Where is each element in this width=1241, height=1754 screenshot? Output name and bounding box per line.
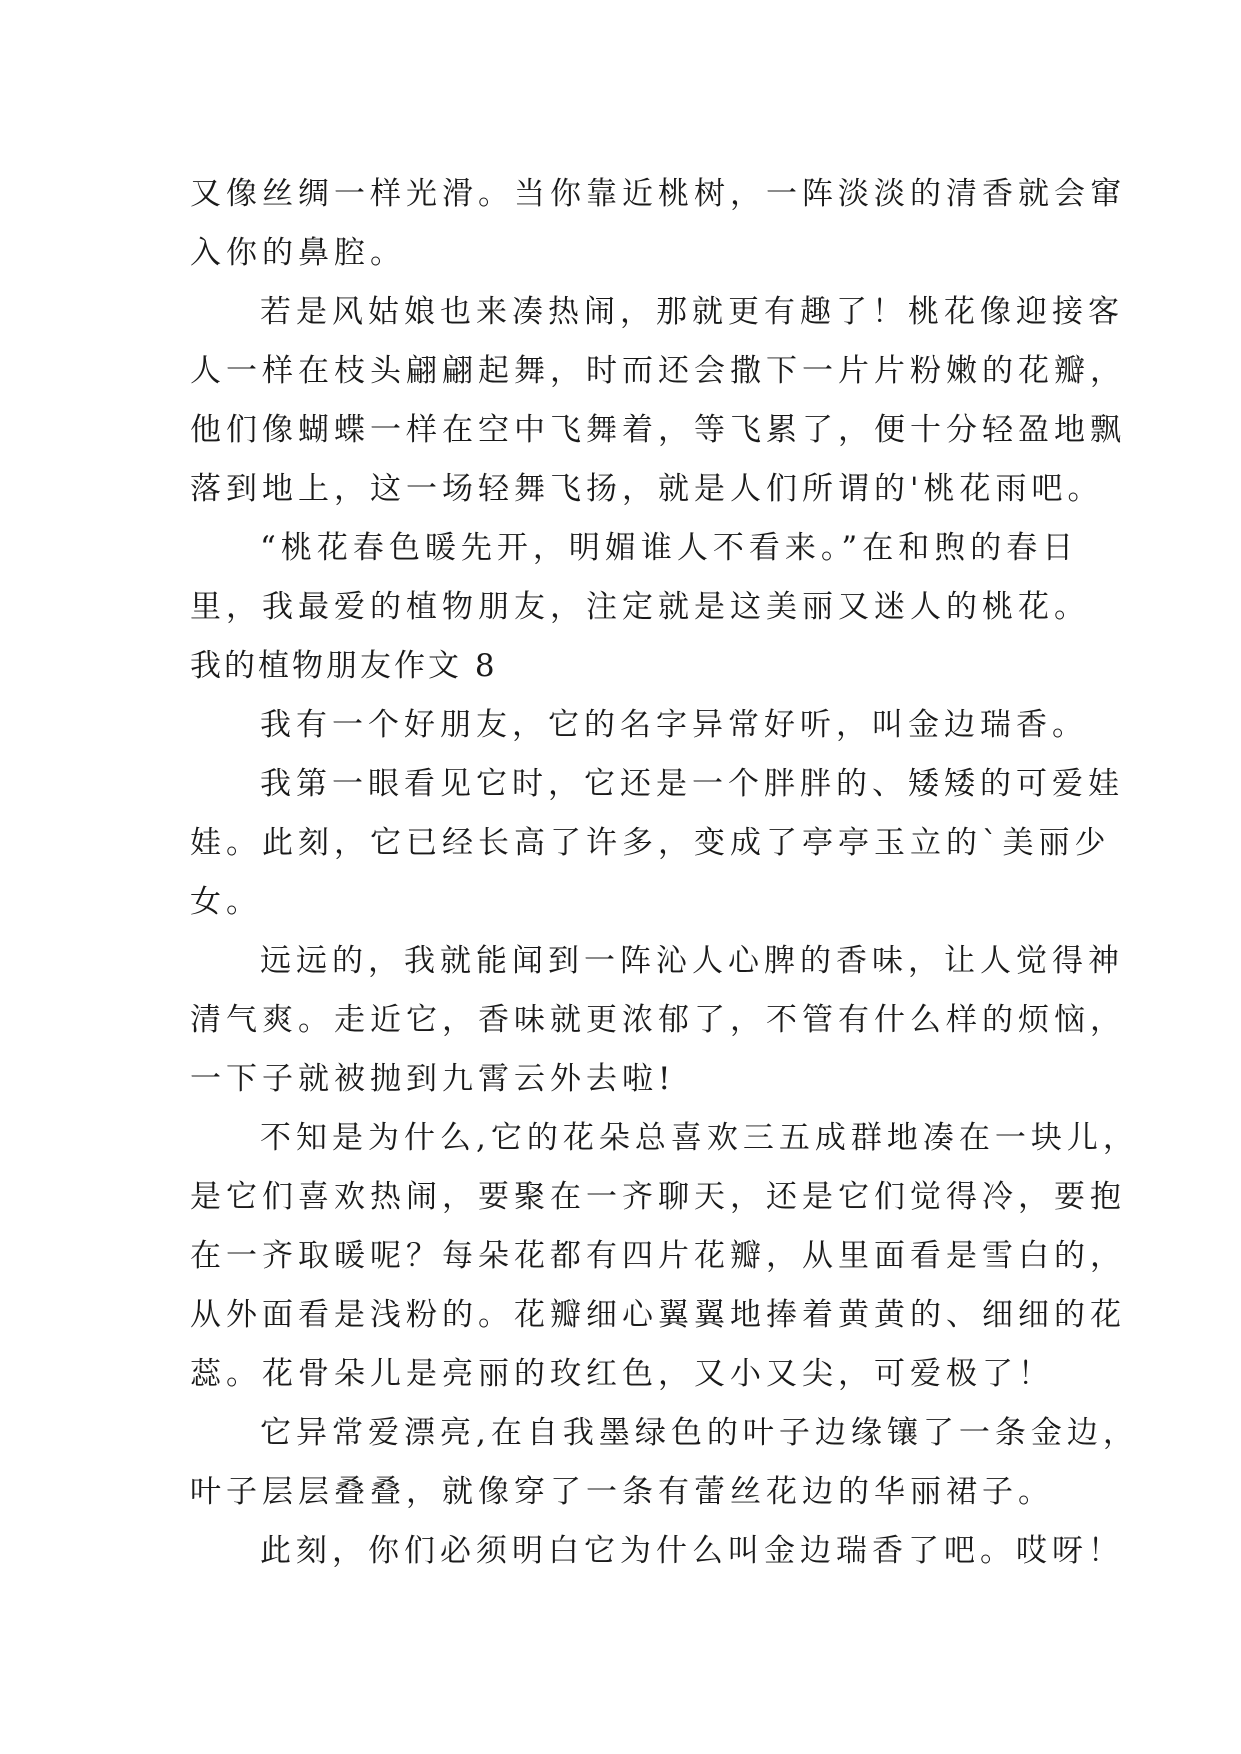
text-line: 它异常爱漂亮,在自我墨绿色的叶子边缘镶了一条金边，: [260, 1415, 1139, 1451]
text-line: 在一齐取暖呢？每朵花都有四片花瓣，从里面看是雪白的，: [190, 1238, 1126, 1274]
text-line: 又像丝绸一样光滑。当你靠近桃树，一阵淡淡的清香就会窜: [190, 176, 1126, 212]
text-line: 叶子层层叠叠，就像穿了一条有蕾丝花边的华丽裙子。: [190, 1474, 1054, 1510]
text-line: 他们像蝴蝶一样在空中飞舞着，等飞累了，便十分轻盈地飘: [190, 412, 1126, 448]
text-line: 一下子就被抛到九霄云外去啦!: [190, 1061, 676, 1097]
text-line: 若是风姑娘也来凑热闹，那就更有趣了！桃花像迎接客: [260, 294, 1124, 330]
text-line: 此刻，你们必须明白它为什么叫金边瑞香了吧。哎呀！: [260, 1533, 1124, 1569]
text-line: 远远的，我就能闻到一阵沁人心脾的香味，让人觉得神: [260, 943, 1124, 979]
text-line: 我第一眼看见它时，它还是一个胖胖的、矮矮的可爱娃: [260, 766, 1124, 802]
text-line: 落到地上，这一场轻舞飞扬，就是人们所谓的'桃花雨吧。: [190, 471, 1104, 507]
text-line: 蕊。花骨朵儿是亮丽的玫红色，又小又尖，可爱极了！: [190, 1356, 1054, 1392]
text-line: 入你的鼻腔。: [190, 235, 406, 271]
text-line: 娃。此刻，它已经长高了许多，变成了亭亭玉立的`美丽少: [190, 825, 1111, 861]
text-line: 女。: [190, 884, 262, 920]
text-line: 是它们喜欢热闹，要聚在一齐聊天，还是它们觉得冷，要抱: [190, 1179, 1126, 1215]
text-line: 人一样在枝头翩翩起舞，时而还会撒下一片片粉嫩的花瓣，: [190, 353, 1126, 389]
text-line: 从外面看是浅粉的。花瓣细心翼翼地捧着黄黄的、细细的花: [190, 1297, 1126, 1333]
document-body: [190, 165, 1139, 1581]
text-line: “桃花春色暖先开，明媚谁人不看来。”在和煦的春日: [260, 530, 1079, 566]
section-heading: 我的植物朋友作文 8: [190, 648, 498, 684]
text-line: 里，我最爱的植物朋友，注定就是这美丽又迷人的桃花。: [190, 589, 1090, 625]
text-line: 不知是为什么,它的花朵总喜欢三五成群地凑在一块儿，: [260, 1120, 1139, 1156]
text-line: 我有一个好朋友，它的名字异常好听，叫金边瑞香。: [260, 707, 1088, 743]
text-line: 清气爽。走近它，香味就更浓郁了，不管有什么样的烦恼，: [190, 1002, 1126, 1038]
